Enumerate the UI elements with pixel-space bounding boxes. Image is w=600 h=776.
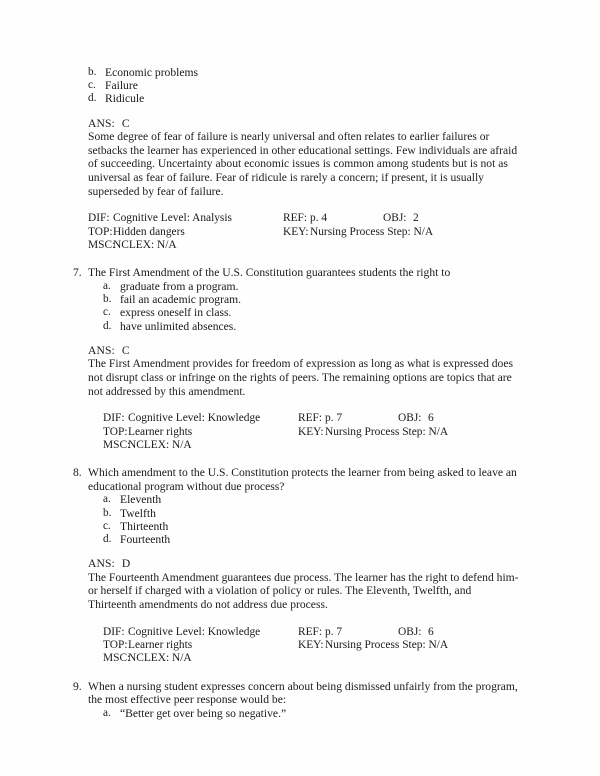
top-value: Learner rights (128, 425, 193, 438)
answer-label: ANS: (88, 116, 115, 130)
dif-value: Cognitive Level: Knowledge (128, 412, 261, 425)
metadata-row (73, 226, 522, 239)
msc-value: NCLEX: N/A (128, 652, 192, 665)
option-text: express oneself in class. (120, 306, 232, 320)
obj-value: 6 (428, 625, 434, 638)
metadata-block-q6 (73, 212, 522, 252)
answer-block-q6 (73, 117, 522, 199)
obj-label: OBJ: (383, 212, 407, 225)
question-number: 7. (73, 266, 82, 280)
spacer (88, 333, 522, 344)
page-content (73, 66, 522, 720)
top-label: TOP: (103, 639, 128, 652)
dif-label: DIF: (103, 412, 125, 425)
rationale-text: Some degree of fear of failure is nearly universal and often relates to earlier failures or setbacks the learner has experienced in other educational settings. Few individuals are afraid of succeeding. Uncertainty about economic issues is common among students but is not as universal as fear of failure. Fear of ridicule is rarely a concern; if present, it is usually superseded by fear of failure. (88, 130, 518, 198)
dif-value: Cognitive Level: Analysis (113, 212, 232, 225)
answer-value: D (121, 557, 131, 571)
answer-line (88, 557, 522, 571)
option-text: Eleventh (120, 493, 162, 507)
option-item[interactable] (103, 507, 522, 520)
option-letter: a. (103, 279, 111, 292)
obj-value: 2 (413, 212, 419, 225)
option-letter: d. (88, 92, 97, 105)
spacer (73, 452, 522, 466)
top-label: TOP: (88, 225, 113, 238)
option-text: Thirteenth (120, 519, 169, 533)
msc-value: NCLEX: N/A (113, 238, 177, 251)
option-item[interactable] (103, 280, 522, 293)
key-label: KEY: (298, 639, 324, 652)
option-item[interactable] (103, 707, 522, 720)
key-label: KEY: (298, 425, 324, 438)
metadata-row (88, 412, 522, 425)
obj-value: 6 (428, 412, 434, 425)
dif-label: DIF: (103, 625, 125, 638)
option-text: Failure (105, 79, 138, 93)
question-stem: Which amendment to the U.S. Constitution protects the learner from being asked to leave an educational program without due process? (88, 466, 517, 493)
answer-value: C (121, 343, 130, 357)
ref-label: REF: (298, 412, 323, 425)
top-value: Learner rights (128, 639, 193, 652)
option-item[interactable] (103, 306, 522, 319)
option-letter: b. (103, 506, 112, 519)
option-text: Twelfth (120, 506, 156, 520)
option-text: “Better get over being so negative.” (120, 707, 287, 721)
option-item[interactable] (103, 293, 522, 306)
option-text: Fourteenth (120, 533, 171, 547)
option-list-q8 (88, 493, 522, 546)
option-letter: c. (103, 519, 111, 532)
metadata-row (73, 239, 522, 252)
option-item[interactable] (88, 79, 522, 92)
obj-label: OBJ: (398, 412, 422, 425)
option-list-q7 (88, 280, 522, 333)
option-list-q9 (88, 707, 522, 720)
question-stem: When a nursing student expresses concern about being dismissed unfairly from the program, the most effective peer response would be: (88, 679, 518, 707)
top-label: TOP: (103, 425, 128, 438)
metadata-row (88, 626, 522, 639)
key-value: Nursing Process Step: N/A (325, 639, 449, 652)
dif-label: DIF: (88, 212, 110, 225)
metadata-row (88, 639, 522, 652)
spacer (73, 198, 522, 212)
option-text: Economic problems (105, 66, 199, 79)
rationale-text: The First Amendment provides for freedom of expression as long as what is expressed does not disrupt class or infringe on the rights of peers. The remaining options are topics that are not addressed by this amendment. (88, 357, 514, 398)
option-letter: d. (103, 533, 112, 546)
metadata-block-q7 (88, 412, 522, 452)
metadata-row (73, 212, 522, 225)
spacer (73, 252, 522, 266)
question-number: 9. (73, 679, 82, 693)
spacer (88, 546, 522, 557)
obj-label: OBJ: (398, 625, 422, 638)
msc-value: NCLEX: N/A (128, 438, 192, 451)
question-7 (73, 266, 522, 452)
question-number: 8. (73, 466, 82, 480)
metadata-block-q8 (88, 626, 522, 666)
option-text: have unlimited absences. (120, 319, 237, 333)
top-value: Hidden dangers (113, 225, 185, 238)
question-8 (73, 466, 522, 666)
metadata-row (88, 652, 522, 665)
option-letter: c. (88, 79, 96, 92)
ref-label: REF: (283, 212, 308, 225)
ref-value: p. 7 (325, 625, 343, 638)
msc-label: MSC: (88, 238, 116, 251)
answer-line (88, 344, 522, 358)
option-text: fail an academic program. (120, 293, 242, 307)
option-letter: b. (88, 66, 97, 78)
rationale-text: The Fourteenth Amendment guarantees due process. The learner has the right to defend him- or herself if charged with a violation of policy or rules. The Eleventh, Twelfth, and Thirteenth amendments do not address due process. (88, 570, 519, 612)
ref-label: REF: (298, 625, 323, 638)
msc-label: MSC: (103, 438, 131, 451)
question-9 (73, 680, 522, 720)
spacer (88, 612, 522, 626)
spacer (73, 106, 522, 117)
answer-line (88, 117, 522, 131)
option-letter: d. (103, 319, 112, 332)
msc-label: MSC: (103, 652, 131, 665)
option-item[interactable] (103, 320, 522, 333)
dif-value: Cognitive Level: Knowledge (128, 625, 261, 638)
ref-value: p. 4 (310, 212, 328, 225)
option-text: graduate from a program. (120, 279, 239, 293)
spacer (73, 666, 522, 680)
option-item[interactable] (103, 533, 522, 546)
option-item[interactable] (103, 493, 522, 506)
option-text: Ridicule (105, 92, 145, 106)
key-value: Nursing Process Step: N/A (325, 425, 449, 438)
option-letter: a. (103, 707, 111, 720)
key-value: Nursing Process Step: N/A (310, 225, 434, 238)
key-label: KEY: (283, 225, 309, 238)
spacer (88, 398, 522, 412)
option-item[interactable] (88, 92, 522, 105)
option-item[interactable] (103, 520, 522, 533)
answer-value: C (121, 116, 130, 130)
answer-label: ANS: (88, 557, 115, 571)
metadata-row (88, 426, 522, 439)
option-letter: a. (103, 493, 111, 506)
option-letter: c. (103, 306, 111, 319)
metadata-row (88, 439, 522, 452)
ref-value: p. 7 (325, 412, 343, 425)
question-stem: The First Amendment of the U.S. Constitution guarantees students the right to (88, 266, 451, 280)
option-letter: b. (103, 293, 112, 306)
answer-label: ANS: (88, 343, 115, 357)
option-item[interactable] (88, 66, 522, 79)
option-list-q6 (73, 66, 522, 106)
